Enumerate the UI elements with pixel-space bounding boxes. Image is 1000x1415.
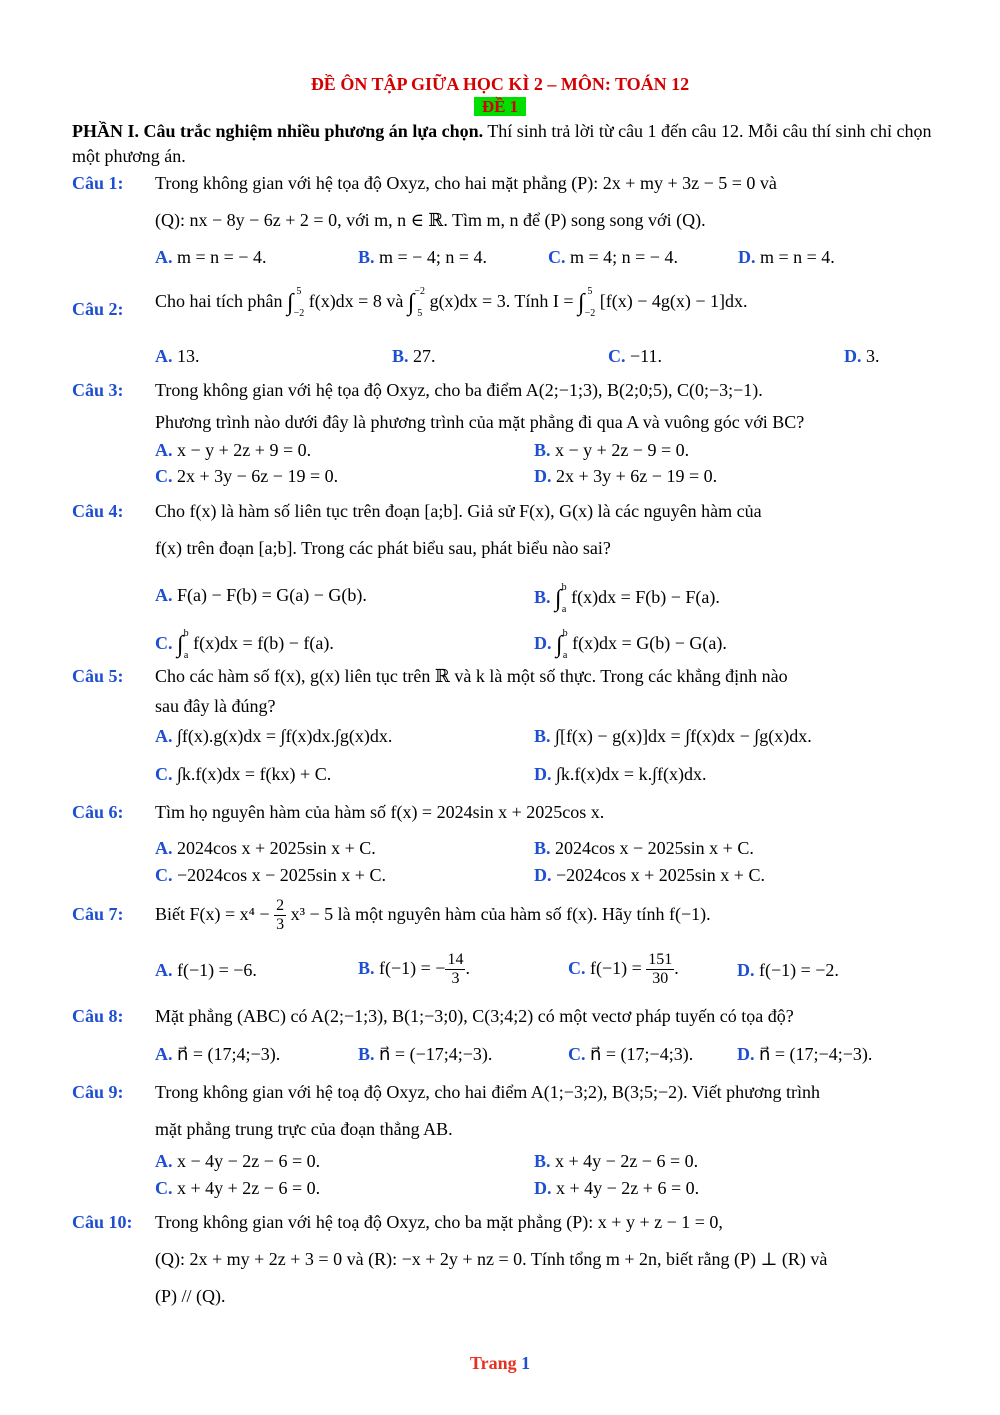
question-number: Câu 5: — [72, 666, 124, 686]
question-number: Câu 8: — [72, 1006, 124, 1026]
integral-icon: ∫ — [177, 632, 184, 658]
question-number: Câu 2: — [72, 299, 124, 319]
option-b[interactable]: B. x + 4y − 2z − 6 = 0. — [534, 1151, 699, 1171]
option-a[interactable]: A. m = n = − 4. — [155, 247, 267, 267]
integral-icon: ∫ — [555, 586, 562, 612]
integral-icon: ∫ — [286, 290, 294, 316]
question-text: Trong không gian với hệ tọa độ Oxyz, cho hai mặt phẳng (P): 2x + my + 3z − 5 = 0 và — [155, 173, 777, 193]
question-text: mặt phẳng trung trực của đoạn thẳng AB. — [155, 1119, 453, 1139]
option-c[interactable]: C. n⃗ = (17;−4;3). — [568, 1044, 694, 1064]
question-text: Trong không gian với hệ toạ độ Oxyz, cho hai điểm A(1;−3;2), B(3;5;−2). Viết phương trình — [155, 1082, 820, 1102]
option-c[interactable]: C. 2x + 3y − 6z − 19 = 0. — [155, 466, 339, 486]
question-text: Cho các hàm số f(x), g(x) liên tục trên ℝ và k là một số thực. Trong các khẳng định nào — [155, 666, 788, 686]
option-a[interactable]: A. ∫f(x).g(x)dx = ∫f(x)dx.∫g(x)dx. — [155, 726, 393, 746]
option-b[interactable]: B. ∫b a f(x)dx = F(b) − F(a). — [534, 582, 720, 615]
option-a[interactable]: A. 2024cos x + 2025sin x + C. — [155, 838, 376, 858]
question-text: Cho hai tích phân ∫ 5 −2 f(x)dx = 8 và ∫−2 5 g(x)dx = 3. Tính I = ∫ 5 −2 [f(x) − 4g(x) − 1]dx. — [155, 286, 748, 319]
option-a[interactable]: A. x − 4y − 2z − 6 = 0. — [155, 1151, 321, 1171]
question-text: f(x) trên đoạn [a;b]. Trong các phát biểu sau, phát biểu nào sai? — [155, 538, 611, 558]
option-d[interactable]: D. m = n = 4. — [738, 247, 835, 267]
option-c[interactable]: C. x + 4y + 2z − 6 = 0. — [155, 1178, 321, 1198]
option-d[interactable]: D. ∫k.f(x)dx = k.∫f(x)dx. — [534, 764, 707, 784]
option-b[interactable]: B. ∫[f(x) − g(x)]dx = ∫f(x)dx − ∫g(x)dx. — [534, 726, 812, 746]
question-number: Câu 7: — [72, 904, 124, 924]
question-number: Câu 4: — [72, 501, 124, 521]
option-d[interactable]: D. f(−1) = −2. — [737, 960, 839, 980]
option-c[interactable]: C. −2024cos x − 2025sin x + C. — [155, 865, 386, 885]
part-heading: PHẦN I. Câu trắc nghiệm nhiều phương án lựa chọn. Thí sinh trả lời từ câu 1 đến câu 12. Mỗi câu thí sinh chỉ chọn một phương án. — [72, 121, 932, 166]
option-b[interactable]: B. 27. — [392, 346, 436, 366]
question-number: Câu 10: — [72, 1212, 133, 1232]
option-a[interactable]: A. 13. — [155, 346, 200, 366]
option-b[interactable]: B. n⃗ = (−17;4;−3). — [358, 1044, 493, 1064]
option-d[interactable]: D. −2024cos x + 2025sin x + C. — [534, 865, 765, 885]
integral-icon: ∫ — [578, 290, 585, 316]
question-text: Mặt phẳng (ABC) có A(2;−1;3), B(1;−3;0), C(3;4;2) có một vectơ pháp tuyến có tọa độ? — [155, 1006, 794, 1026]
option-d[interactable]: D. 3. — [844, 346, 880, 366]
question-number: Câu 6: — [72, 802, 124, 822]
question-text: (P) // (Q). — [155, 1286, 226, 1306]
exam-title: ĐỀ ÔN TẬP GIỮA HỌC KÌ 2 – MÔN: TOÁN 12 — [310, 74, 690, 94]
page-footer: Trang 1 — [469, 1353, 531, 1373]
question-text: Cho f(x) là hàm số liên tục trên đoạn [a;b]. Giả sử F(x), G(x) là các nguyên hàm của — [155, 501, 762, 521]
question-text: Tìm họ nguyên hàm của hàm số f(x) = 2024sin x + 2025cos x. — [155, 802, 605, 822]
option-c[interactable]: C. ∫k.f(x)dx = f(kx) + C. — [155, 764, 332, 784]
question-number: Câu 1: — [72, 173, 124, 193]
option-b[interactable]: B. f(−1) = − $\frac{14}{3}$ . — [358, 951, 470, 988]
option-d[interactable]: D. n⃗ = (17;−4;−3). — [737, 1044, 873, 1064]
question-text: Trong không gian với hệ toạ độ Oxyz, cho ba mặt phẳng (P): x + y + z − 1 = 0, — [155, 1212, 723, 1232]
option-c[interactable]: C. m = 4; n = − 4. — [548, 247, 678, 267]
exam-subtitle: ĐỀ 1 — [0, 96, 1000, 117]
question-number: Câu 3: — [72, 380, 124, 400]
option-b[interactable]: B. 2024cos x − 2025sin x + C. — [534, 838, 754, 858]
option-b[interactable]: B. m = − 4; n = 4. — [358, 247, 487, 267]
integral-icon: ∫ — [407, 290, 415, 316]
option-d[interactable]: D. x + 4y − 2z + 6 = 0. — [534, 1178, 700, 1198]
option-b[interactable]: B. x − y + 2z − 9 = 0. — [534, 440, 690, 460]
integral-icon: ∫ — [556, 632, 563, 658]
option-a[interactable]: A. n⃗ = (17;4;−3). — [155, 1044, 281, 1064]
option-c[interactable]: C. −11. — [608, 346, 662, 366]
option-c[interactable]: C. f(−1) = $\frac{151}{30}$ . — [568, 951, 679, 988]
option-d[interactable]: D. ∫b a f(x)dx = G(b) − G(a). — [534, 628, 727, 661]
option-a[interactable]: A. x − y + 2z + 9 = 0. — [155, 440, 312, 460]
option-a[interactable]: A. F(a) − F(b) = G(a) − G(b). — [155, 585, 367, 605]
question-number: Câu 9: — [72, 1082, 124, 1102]
question-text: sau đây là đúng? — [155, 696, 276, 716]
question-text: Trong không gian với hệ tọa độ Oxyz, cho ba điểm A(2;−1;3), B(2;0;5), C(0;−3;−1). — [155, 380, 763, 400]
option-c[interactable]: C. ∫b a f(x)dx = f(b) − f(a). — [155, 628, 334, 661]
question-text: Phương trình nào dưới đây là phương trình của mặt phẳng đi qua A và vuông góc với BC? — [155, 412, 805, 432]
option-a[interactable]: A. f(−1) = −6. — [155, 960, 257, 980]
question-text: (Q): 2x + my + 2z + 3 = 0 và (R): −x + 2y + nz = 0. Tính tổng m + 2n, biết rằng (P) ⊥ (R) và — [155, 1249, 828, 1269]
question-text: Biết F(x) = x⁴ − $\frac{2}{3}$ x³ − 5 là một nguyên hàm của hàm số f(x). Hãy tính f(−1). — [155, 897, 711, 934]
question-text: (Q): nx − 8y − 6z + 2 = 0, với m, n ∈ ℝ. Tìm m, n để (P) song song với (Q). — [155, 210, 706, 230]
option-d[interactable]: D. 2x + 3y + 6z − 19 = 0. — [534, 466, 718, 486]
